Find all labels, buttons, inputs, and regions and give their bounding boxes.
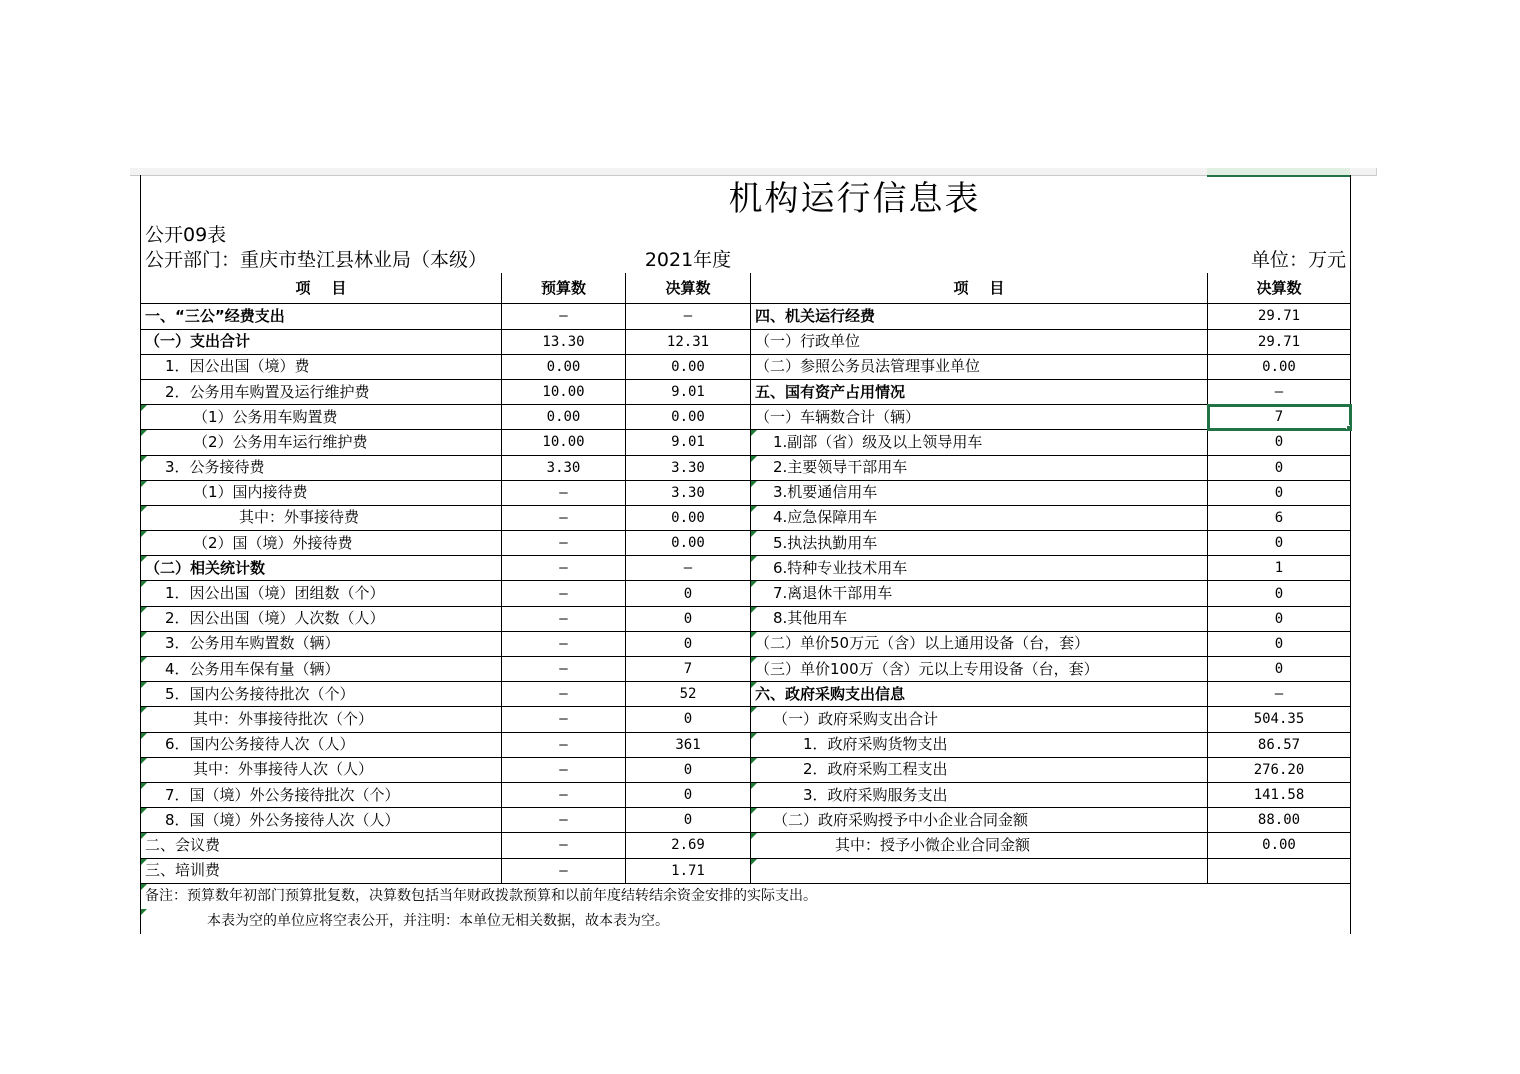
row-right-final-value[interactable]: 0.00 xyxy=(1208,354,1351,379)
row-final-value[interactable]: 0 xyxy=(626,757,751,782)
row-final-value[interactable]: — xyxy=(626,556,751,581)
table-row xyxy=(141,782,1351,807)
table-row xyxy=(141,430,1351,455)
row-item-left[interactable]: （二）相关统计数 xyxy=(141,556,502,581)
row-item-left[interactable]: 其中：外事接待批次（个） xyxy=(141,707,502,732)
table-row xyxy=(141,405,1351,430)
row-right-final-value[interactable]: 29.71 xyxy=(1208,304,1351,329)
row-final-value[interactable]: 0.00 xyxy=(626,405,751,430)
row-right-final-value[interactable]: 0 xyxy=(1208,631,1351,656)
header-final: 决算数 xyxy=(626,273,751,304)
row-item-left[interactable]: 1．因公出国（境）团组数（个） xyxy=(141,581,502,606)
row-item-left[interactable]: 1．因公出国（境）费 xyxy=(141,354,502,379)
row-final-value[interactable]: 12.31 xyxy=(626,329,751,354)
row-final-value[interactable]: 3.30 xyxy=(626,455,751,480)
note-line-2: 本表为空的单位应将空表公开，并注明：本单位无相关数据，故本表为空。 xyxy=(141,908,1351,933)
department-label: 公开部门：重庆市垫江县林业局（本级） xyxy=(141,248,626,273)
row-budget-value[interactable]: — xyxy=(502,556,626,581)
row-budget-value[interactable]: — xyxy=(502,581,626,606)
fiscal-year: 2021年度 xyxy=(644,248,732,271)
row-right-final-value[interactable]: 0 xyxy=(1208,480,1351,505)
row-budget-value[interactable]: — xyxy=(502,858,626,883)
row-item-right[interactable]: 8.其他用车 xyxy=(751,606,1208,631)
row-item-left[interactable]: （1）国内接待费 xyxy=(141,480,502,505)
row-item-right[interactable]: 四、机关运行经费 xyxy=(751,304,1208,329)
row-item-left[interactable]: 7．国（境）外公务接待批次（个） xyxy=(141,782,502,807)
row-item-right[interactable] xyxy=(751,858,1208,883)
cell-blank[interactable] xyxy=(751,248,1208,273)
row-item-right[interactable]: 五、国有资产占用情况 xyxy=(751,379,1208,404)
table-row xyxy=(141,379,1351,404)
table-row xyxy=(141,581,1351,606)
row-item-right[interactable]: 六、政府采购支出信息 xyxy=(751,682,1208,707)
row-item-right[interactable]: 6.特种专业技术用车 xyxy=(751,556,1208,581)
row-item-left[interactable]: （一）支出合计 xyxy=(141,329,502,354)
row-final-value[interactable]: 0.00 xyxy=(626,354,751,379)
table-row xyxy=(141,682,1351,707)
table-row xyxy=(141,707,1351,732)
row-right-final-value[interactable]: 29.71 xyxy=(1208,329,1351,354)
row-item-right[interactable]: （三）单价100万（含）元以上专用设备（台，套） xyxy=(751,657,1208,682)
row-final-value[interactable]: 0.00 xyxy=(626,505,751,530)
row-budget-value[interactable]: — xyxy=(502,505,626,530)
row-item-right[interactable]: 4.应急保障用车 xyxy=(751,505,1208,530)
table-row xyxy=(141,329,1351,354)
table-row xyxy=(141,531,1351,556)
row-right-final-value[interactable]: 276.20 xyxy=(1208,757,1351,782)
table-row xyxy=(141,833,1351,858)
row-budget-value[interactable]: — xyxy=(502,682,626,707)
row-budget-value[interactable]: 0.00 xyxy=(502,354,626,379)
row-item-right[interactable]: （二）参照公务员法管理事业单位 xyxy=(751,354,1208,379)
row-budget-value[interactable]: — xyxy=(502,657,626,682)
spreadsheet-view xyxy=(130,168,1376,929)
row-budget-value[interactable]: — xyxy=(502,833,626,858)
row-final-value[interactable]: 0 xyxy=(626,581,751,606)
unit-label: 单位：万元 xyxy=(1208,248,1351,273)
row-item-left[interactable]: 三、培训费 xyxy=(141,858,502,883)
row-item-right[interactable]: 3.机要通信用车 xyxy=(751,480,1208,505)
row-item-right[interactable]: （一）行政单位 xyxy=(751,329,1208,354)
row-item-left[interactable]: 3．公务用车购置数（辆） xyxy=(141,631,502,656)
table-row xyxy=(141,858,1351,883)
row-item-left[interactable]: 2．因公出国（境）人次数（人） xyxy=(141,606,502,631)
row-budget-value[interactable]: 0.00 xyxy=(502,405,626,430)
table-row xyxy=(141,455,1351,480)
row-budget-value[interactable]: — xyxy=(502,304,626,329)
row-final-value[interactable]: 52 xyxy=(626,682,751,707)
row-budget-value[interactable]: — xyxy=(502,782,626,807)
row-item-left[interactable]: 8．国（境）外公务接待人次（人） xyxy=(141,808,502,833)
row-right-final-value[interactable]: 0 xyxy=(1208,657,1351,682)
row-final-value[interactable]: 0 xyxy=(626,606,751,631)
row-right-final-value[interactable]: 0 xyxy=(1208,581,1351,606)
row-budget-value[interactable]: — xyxy=(502,631,626,656)
row-right-final-value[interactable]: 0 xyxy=(1208,606,1351,631)
row-right-final-value[interactable]: 504.35 xyxy=(1208,707,1351,732)
table-row xyxy=(141,505,1351,530)
row-item-left[interactable]: 5．国内公务接待批次（个） xyxy=(141,682,502,707)
row-item-right[interactable]: （二）政府采购授予中小企业合同金额 xyxy=(751,808,1208,833)
header-right-final: 决算数 xyxy=(1208,273,1351,304)
note-line-1: 备注：预算数年初部门预算批复数，决算数包括当年财政拨款预算和以前年度结转结余资金安排的实际支出。 xyxy=(141,883,1351,908)
row-right-final-value[interactable]: 0 xyxy=(1208,455,1351,480)
row-item-right[interactable]: （二）单价50万元（含）以上通用设备（台，套） xyxy=(751,631,1208,656)
cell-blank[interactable] xyxy=(1208,223,1351,248)
row-item-right[interactable]: （一）政府采购支出合计 xyxy=(751,707,1208,732)
row-budget-value[interactable]: — xyxy=(502,707,626,732)
column-header-f[interactable] xyxy=(1350,168,1377,176)
table-row xyxy=(141,757,1351,782)
row-final-value[interactable]: 3.30 xyxy=(626,480,751,505)
row-final-value[interactable]: 361 xyxy=(626,732,751,757)
row-item-right[interactable]: 1．政府采购货物支出 xyxy=(751,732,1208,757)
row-item-left[interactable]: 其中：外事接待人次（人） xyxy=(141,757,502,782)
table-row xyxy=(141,354,1351,379)
row-item-right[interactable]: （一）车辆数合计（辆） xyxy=(751,405,1208,430)
report-table xyxy=(140,175,1351,934)
row-item-right[interactable]: 7.离退休干部用车 xyxy=(751,581,1208,606)
row-budget-value[interactable]: — xyxy=(502,757,626,782)
table-row xyxy=(141,304,1351,329)
row-budget-value[interactable]: — xyxy=(502,606,626,631)
table-row xyxy=(141,480,1351,505)
row-right-final-value[interactable]: — xyxy=(1208,682,1351,707)
row-final-value[interactable]: 9.01 xyxy=(626,379,751,404)
header-right-item: 项 目 xyxy=(751,273,1208,304)
row-final-value[interactable]: 2.69 xyxy=(626,833,751,858)
row-final-value[interactable]: 7 xyxy=(626,657,751,682)
row-right-final-value[interactable]: 86.57 xyxy=(1208,732,1351,757)
row-final-value[interactable]: 0 xyxy=(626,707,751,732)
row-right-final-value[interactable] xyxy=(1208,858,1351,883)
row-item-right[interactable]: 1.副部（省）级及以上领导用车 xyxy=(751,430,1208,455)
row-right-final-value[interactable]: 7 xyxy=(1208,405,1351,430)
table-row xyxy=(141,606,1351,631)
row-right-final-value[interactable]: 1 xyxy=(1208,556,1351,581)
table-row xyxy=(141,657,1351,682)
cell-blank[interactable] xyxy=(141,176,502,223)
header-left-item: 项 目 xyxy=(141,273,502,304)
row-final-value[interactable]: 0.00 xyxy=(626,531,751,556)
form-id: 公开09表 xyxy=(141,223,1208,248)
row-final-value[interactable]: 0 xyxy=(626,808,751,833)
row-right-final-value[interactable]: 6 xyxy=(1208,505,1351,530)
row-item-left[interactable]: 2．公务用车购置及运行维护费 xyxy=(141,379,502,404)
table-row xyxy=(141,808,1351,833)
table-row xyxy=(141,556,1351,581)
row-item-left[interactable]: 4．公务用车保有量（辆） xyxy=(141,657,502,682)
row-item-right[interactable]: 5.执法执勤用车 xyxy=(751,531,1208,556)
row-item-left[interactable]: 3．公务接待费 xyxy=(141,455,502,480)
row-item-left[interactable]: （1）公务用车购置费 xyxy=(141,405,502,430)
row-budget-value[interactable]: 3.30 xyxy=(502,455,626,480)
cell-blank[interactable] xyxy=(1208,176,1351,223)
row-item-left[interactable]: 其中：外事接待费 xyxy=(141,505,502,530)
header-budget: 预算数 xyxy=(502,273,626,304)
row-item-right[interactable]: 2．政府采购工程支出 xyxy=(751,757,1208,782)
row-final-value[interactable]: 0 xyxy=(626,782,751,807)
row-right-final-value[interactable]: 0 xyxy=(1208,430,1351,455)
row-right-final-value[interactable]: — xyxy=(1208,379,1351,404)
page-title: 机构运行信息表 xyxy=(728,179,981,219)
row-item-right[interactable]: 2.主要领导干部用车 xyxy=(751,455,1208,480)
row-item-left[interactable]: 一、“三公”经费支出 xyxy=(141,304,502,329)
row-item-left[interactable]: （2）国（境）外接待费 xyxy=(141,531,502,556)
row-item-left[interactable]: （2）公务用车运行维护费 xyxy=(141,430,502,455)
row-item-right[interactable]: 3．政府采购服务支出 xyxy=(751,782,1208,807)
row-budget-value[interactable]: — xyxy=(502,808,626,833)
row-budget-value[interactable]: 10.00 xyxy=(502,430,626,455)
row-final-value[interactable]: — xyxy=(626,304,751,329)
row-right-final-value[interactable]: 88.00 xyxy=(1208,808,1351,833)
row-final-value[interactable]: 9.01 xyxy=(626,430,751,455)
table-row xyxy=(141,631,1351,656)
row-budget-value[interactable]: — xyxy=(502,531,626,556)
row-budget-value[interactable]: — xyxy=(502,480,626,505)
row-right-final-value[interactable]: 0.00 xyxy=(1208,833,1351,858)
table-row xyxy=(141,732,1351,757)
row-budget-value[interactable]: — xyxy=(502,732,626,757)
row-final-value[interactable]: 1.71 xyxy=(626,858,751,883)
row-final-value[interactable]: 0 xyxy=(626,631,751,656)
row-right-final-value[interactable]: 141.58 xyxy=(1208,782,1351,807)
row-item-left[interactable]: 6．国内公务接待人次（人） xyxy=(141,732,502,757)
row-item-right[interactable]: 其中：授予小微企业合同金额 xyxy=(751,833,1208,858)
row-budget-value[interactable]: 13.30 xyxy=(502,329,626,354)
row-budget-value[interactable]: 10.00 xyxy=(502,379,626,404)
row-right-final-value[interactable]: 0 xyxy=(1208,531,1351,556)
row-item-left[interactable]: 二、会议费 xyxy=(141,833,502,858)
